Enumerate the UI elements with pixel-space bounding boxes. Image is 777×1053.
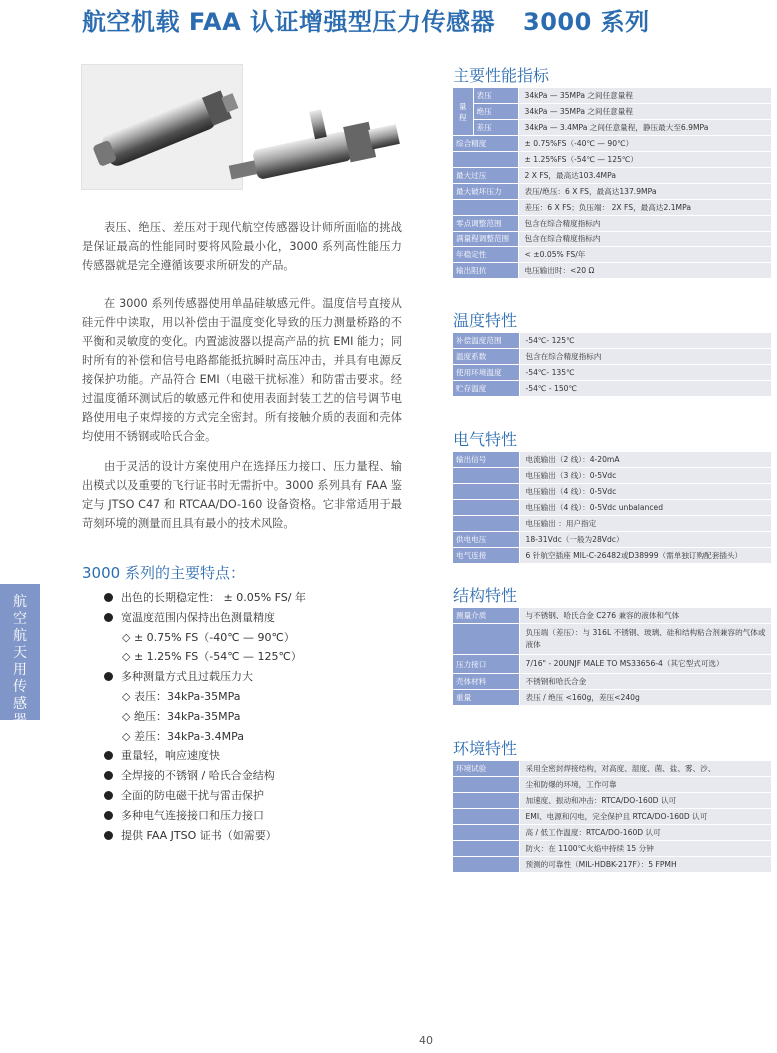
spec-row [453,263,771,279]
product-photo-2 [218,104,406,184]
spec-row [453,152,771,168]
features-list [104,588,306,845]
spec-row [453,183,771,199]
feature-item [104,806,306,826]
bullet-icon [104,771,113,780]
spec-value: EMI、电源和闪电，完全保护且 RTCA/DO-160D 认可 [519,809,771,825]
spec-value: 18-31Vdc（一般为28Vdc） [519,531,771,547]
spec-row [453,655,771,674]
spec-row [453,247,771,263]
spec-row [453,674,771,690]
spec-label [453,152,518,168]
spec-label: 输出信号 [453,452,519,468]
feature-sub-item [104,687,306,707]
spec-value: 电压输出时：<20 Ω [518,263,771,279]
spec-label: 综合精度 [453,136,518,152]
spec-label: 绝压 [473,104,518,120]
feature-text: 提供 FAA JTSO 证书（如需要） [121,828,277,842]
bullet-icon [104,751,113,760]
title-main: 航空机载 FAA 认证增强型压力传感器 [82,8,495,36]
spec-value: 包含在综合精度指标内 [518,231,771,247]
spec-label: 壳体材料 [453,674,519,690]
spec-value: -54℃ - 150℃ [519,381,771,397]
spec-label: 使用环境温度 [453,365,519,381]
feature-text: ◇ ± 0.75% FS（-40℃ — 90℃） [122,630,295,644]
spec-label [453,484,519,500]
spec-label: 测量介质 [453,608,519,624]
spec-row [453,531,771,547]
spec-value: 电压输出（3 线）：0-5Vdc [519,468,771,484]
spec-value: ± 1.25%FS（-54℃ — 125℃） [518,152,771,168]
feature-item [104,608,306,628]
spec-value: 7/16" - 20UNJF MALE TO MS33656-4（其它型式可选） [519,655,771,674]
spec-label: 最大过压 [453,167,518,183]
spec-value: 防火：在 1100℃火焰中持续 15 分钟 [519,840,771,856]
bullet-icon [104,831,113,840]
spec-label: 表压 [473,88,518,104]
spec-row [453,624,771,655]
bullet-icon [104,791,113,800]
bullet-icon [104,593,113,602]
feature-text: ◇ 绝压：34kPa-35MPa [122,709,241,723]
range-group-label: 量程 [453,88,473,136]
spec-label: 温度系数 [453,349,519,365]
spec-row [453,215,771,231]
spec-label: 压力接口 [453,655,519,674]
spec-value: 包含在综合精度指标内 [518,215,771,231]
spec-label: 补偿温度范围 [453,333,519,349]
spec-value: 负压端（差压）：与 316L 不锈钢、玻璃、硅和结构粘合剂兼容的气体或液体 [519,624,771,655]
feature-sub-item [104,628,306,648]
spec-value: 2 X FS，最高达103.4MPa [518,167,771,183]
spec-row [453,199,771,215]
feature-text: 多种电气连接接口和压力接口 [121,808,264,822]
feature-sub-item [104,727,306,747]
spec-value: 尘和防爆的环境，工作可靠 [519,777,771,793]
spec-row [453,167,771,183]
spec-value: 差压：6 X FS；负压端： 2X FS，最高达2.1MPa [518,199,771,215]
spec-value: 电流输出（2 线）：4-20mA [519,452,771,468]
spec-value: 与不锈钢、哈氏合金 C276 兼容的液体和气体 [519,608,771,624]
spec-row [453,856,771,872]
spec-row [453,88,771,104]
spec-value: 电压输出（4 线）：0-5Vdc unbalanced [519,500,771,516]
temp-spec-table [453,333,771,397]
spec-value: 34kPa — 35MPa 之间任意量程 [518,88,771,104]
feature-text: ◇ 差压：34kPa-3.4MPa [122,729,245,743]
spec-label [453,468,519,484]
spec-value: < ±0.05% FS/年 [518,247,771,263]
spec-row [453,547,771,563]
spec-row [453,120,771,136]
env-spec-table [453,761,771,873]
spec-value: 预测的可靠性（MIL-HDBK-217F）：5 FPMH [519,856,771,872]
sensor-image-2 [218,104,406,184]
spec-row [453,793,771,809]
spec-label [453,840,519,856]
spec-row [453,516,771,532]
perf-section-title: 主要性能指标 [453,66,550,85]
spec-row [453,825,771,841]
page-number: 40 [419,1034,433,1047]
spec-row [453,104,771,120]
spec-label: 环境试验 [453,761,519,777]
spec-row [453,231,771,247]
feature-item [104,588,306,608]
spec-label: 贮存温度 [453,381,519,397]
spec-label [453,825,519,841]
spec-label [453,516,519,532]
spec-row [453,761,771,777]
feature-item [104,667,306,687]
spec-value: 34kPa — 3.4MPa 之间任意量程，静压最大至6.9MPa [518,120,771,136]
spec-row [453,333,771,349]
spec-value: ± 0.75%FS（-40℃ — 90℃） [518,136,771,152]
feature-text: ◇ ± 1.25% FS（-54℃ — 125℃） [122,650,302,664]
spec-row [453,468,771,484]
struct-spec-table [453,608,771,706]
spec-value: 表压 / 绝压 <160g，差压<240g [519,690,771,706]
title-series: 3000 系列 [523,8,650,36]
page-title [82,2,650,37]
feature-text: 全面的防电磁干扰与雷击保护 [121,788,264,802]
feature-sub-item [104,647,306,667]
spec-row [453,365,771,381]
spec-label: 电气连接 [453,547,519,563]
intro-paragraph: 表压、绝压、差压对于现代航空传感器设计师所面临的挑战是保证最高的性能同时要将风险最小化，3000 系列高性能压力传感器就是完全遵循该要求所研发的产品。 [82,221,402,272]
struct-section-title: 结构特性 [453,586,518,605]
spec-value: 不锈钢和哈氏合金 [519,674,771,690]
spec-row [453,608,771,624]
temp-section-title: 温度特性 [453,311,518,330]
spec-label [453,777,519,793]
feature-item [104,826,306,846]
spec-row [453,381,771,397]
env-section-title: 环境特性 [453,739,518,758]
feature-text: 宽温度范围内保持出色测量精度 [121,610,275,624]
spec-row [453,690,771,706]
spec-value: 电压输出 ：用户指定 [519,516,771,532]
spec-value: -54℃- 135℃ [519,365,771,381]
feature-item [104,766,306,786]
spec-value: 电压输出（4 线）：0-5Vdc [519,484,771,500]
spec-label [453,856,519,872]
spec-label [453,624,519,655]
spec-label: 供电电压 [453,531,519,547]
spec-value: 采用全密封焊接结构，对高度、湿度、菌、盐、雾、沙、 [519,761,771,777]
features-title: 3000 系列的主要特点： [82,564,245,582]
spec-row [453,484,771,500]
spec-label: 满量程调整范围 [453,231,518,247]
feature-sub-item [104,707,306,727]
tech-paragraph: 在 3000 系列传感器使用单晶硅敏感元件。温度信号直接从硅元件中读取，用以补偿由于温度变化导致的压力测量桥路的不平衡和灵敏度的变化。内置滤波器以提高产品的抗 EMI 能力；同时所有的补偿和信号电路都能抵抗瞬时高压冲击，并具有电源反接保护功能。产品符合 EMI（电磁干扰标准）和防雷击要求。经过温度循环测试后的敏感元件和使用表面封装工艺的信号调节电路使用电子束焊接的方式完全密封。所有接触介质的表面和壳体均使用不锈钢或哈氏合金。 [82,297,402,443]
spec-row [453,349,771,365]
spec-value: -54℃- 125℃ [519,333,771,349]
spec-value: 6 针航空插座 MIL-C-26482或D38999（需单独订购配套插头） [519,547,771,563]
spec-label: 差压 [473,120,518,136]
spec-label [453,199,518,215]
elec-section-title: 电气特性 [453,430,518,449]
spec-value: 加速度、振动和冲击：RTCA/DO-160D 认可 [519,793,771,809]
spec-row [453,777,771,793]
bullet-icon [104,613,113,622]
feature-item [104,746,306,766]
spec-label: 重量 [453,690,519,706]
feature-item [104,786,306,806]
spec-label [453,793,519,809]
spec-value: 34kPa — 35MPa 之间任意量程 [518,104,771,120]
spec-label: 最大破坏压力 [453,183,518,199]
side-tab-label: 航空航天用传感器 [13,594,27,729]
spec-value: 包含在综合精度指标内 [519,349,771,365]
spec-value: 高 / 低工作温度：RTCA/DO-160D 认可 [519,825,771,841]
bullet-icon [104,672,113,681]
feature-text: 全焊接的不锈钢 / 哈氏合金结构 [121,769,275,783]
spec-row [453,452,771,468]
spec-label: 输出阻抗 [453,263,518,279]
bullet-icon [104,811,113,820]
side-category-tab [0,584,40,729]
spec-label: 零点调整范围 [453,215,518,231]
spec-row [453,809,771,825]
spec-label: 年稳定性 [453,247,518,263]
spec-row [453,840,771,856]
spec-label [453,809,519,825]
spec-row [453,500,771,516]
elec-spec-table [453,452,771,564]
spec-row [453,136,771,152]
feature-text: ◇ 表压：34kPa-35MPa [122,689,241,703]
feature-text: 多种测量方式且过载压力大 [121,670,253,684]
spec-value: 表压/绝压：6 X FS，最高达137.9MPa [518,183,771,199]
spec-label [453,500,519,516]
feature-text: 出色的长期稳定性： ± 0.05% FS/ 年 [121,591,306,604]
perf-spec-table [453,88,771,279]
cert-paragraph: 由于灵活的设计方案使用户在选择压力接口、压力量程、输出模式以及重要的飞行证书时无需折中。3000 系列具有 FAA 鉴定与 JTSO C47 和 RTCAA/DO-160 设备资格。它非常适用于最苛刻环境的测量而且具有最小的技术风险。 [82,460,402,530]
feature-text: 重量轻，响应速度快 [121,749,220,763]
